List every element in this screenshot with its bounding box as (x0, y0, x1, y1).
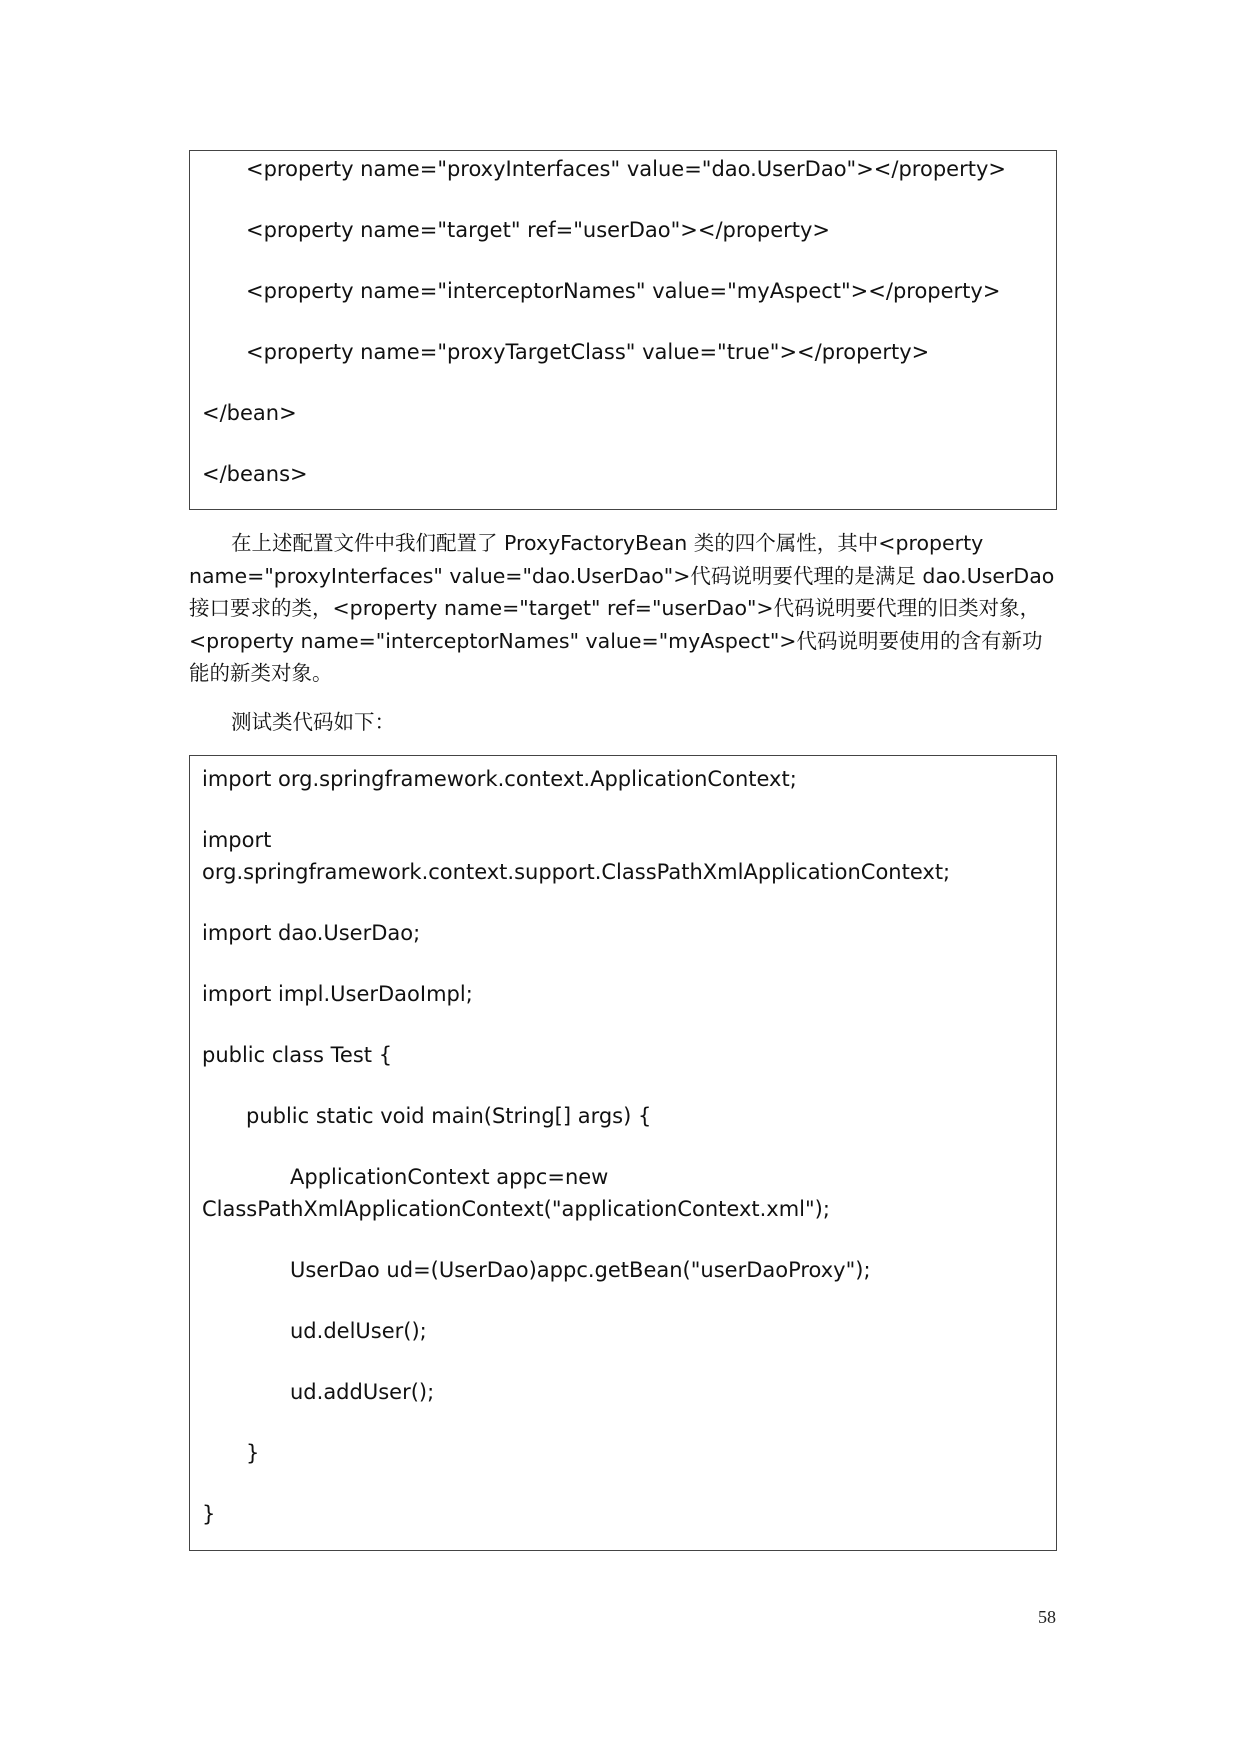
code-line: <property name="target" ref="userDao"></property> (246, 218, 831, 242)
body-paragraph-intro: 测试类代码如下： (231, 710, 395, 734)
code-line: ApplicationContext appc=new (290, 1165, 609, 1189)
code-line: </bean> (202, 401, 297, 425)
code-line: UserDao ud=(UserDao)appc.getBean("userDaoProxy"); (290, 1258, 871, 1282)
code-line: ud.addUser(); (290, 1380, 435, 1404)
code-line: <property name="proxyTargetClass" value="true"></property> (246, 340, 930, 364)
page-number: 58 (1038, 1607, 1056, 1627)
code-line: import (202, 828, 272, 852)
code-line: <property name="interceptorNames" value="myAspect"></property> (246, 279, 1001, 303)
code-line: public class Test { (202, 1043, 393, 1067)
code-line: org.springframework.context.support.ClassPathXmlApplicationContext; (202, 860, 951, 884)
code-line: } (246, 1441, 260, 1465)
body-paragraph: 在上述配置文件中我们配置了 ProxyFactoryBean 类的四个属性，其中<property name="proxyInterfaces" value="dao.UserDao">代码说明要代理的是满足 dao.UserDao 接口要求的类，<property name="target" ref="userDao">代码说明要代理的旧类对象，<property name="interceptorNames" value="myAspect">代码说明要使用的含有新功能的新类对象。 (189, 531, 1055, 685)
code-line: ud.delUser(); (290, 1319, 427, 1343)
code-line: import org.springframework.context.ApplicationContext; (202, 767, 797, 791)
code-line: import impl.UserDaoImpl; (202, 982, 473, 1006)
code-line: ClassPathXmlApplicationContext("applicationContext.xml"); (202, 1197, 830, 1221)
code-line: import dao.UserDao; (202, 921, 421, 945)
code-line: } (202, 1502, 216, 1526)
code-line: public static void main(String[] args) { (246, 1104, 652, 1128)
code-block-xml-config (189, 150, 1057, 510)
code-line: <property name="proxyInterfaces" value="dao.UserDao"></property> (246, 157, 1006, 181)
code-line: </beans> (202, 462, 308, 486)
code-block-java-test (189, 755, 1057, 1551)
